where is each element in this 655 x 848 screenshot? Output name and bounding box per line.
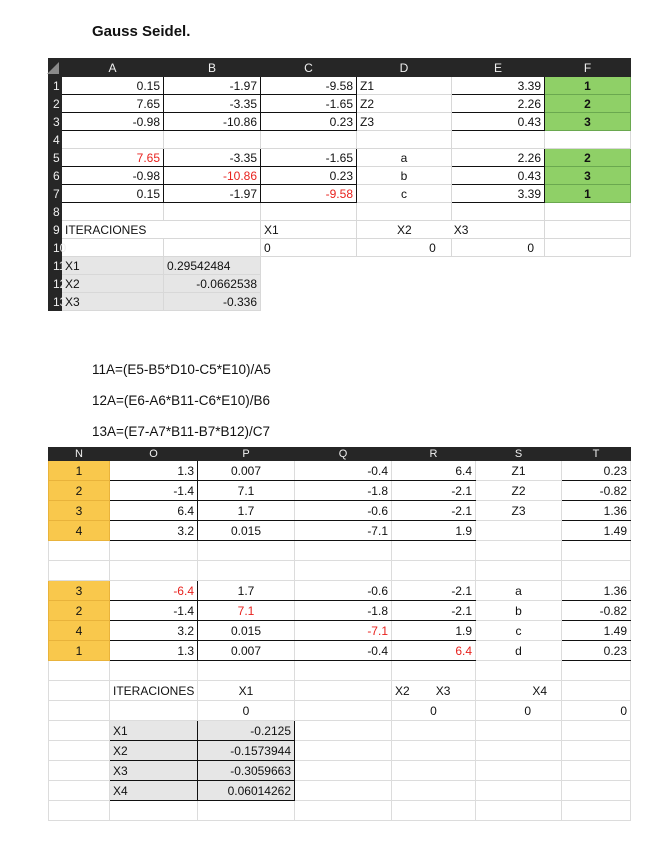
cell[interactable]: 0 xyxy=(452,239,545,257)
table-row xyxy=(49,621,631,641)
cell[interactable] xyxy=(198,801,295,821)
top-spreadsheet xyxy=(48,58,631,311)
cell[interactable]: -10.86 xyxy=(164,167,261,185)
cell[interactable]: 0.23 xyxy=(261,167,357,185)
cell[interactable]: 2.26 xyxy=(452,149,545,167)
cell[interactable] xyxy=(49,741,110,761)
cell[interactable] xyxy=(49,701,110,721)
table-row xyxy=(49,761,631,781)
cell[interactable]: Z3 xyxy=(476,501,562,521)
cell[interactable] xyxy=(62,131,164,149)
cell[interactable]: 0.43 xyxy=(452,113,545,131)
table-row xyxy=(49,481,631,501)
cell[interactable]: Z2 xyxy=(357,95,452,113)
cell[interactable]: -0.0662538 xyxy=(164,275,261,293)
cell[interactable]: 1 xyxy=(545,77,631,95)
cell[interactable]: b xyxy=(476,601,562,621)
formula-x3: 13A=(E7-A7*B11-B7*B12)/C7 xyxy=(92,424,270,439)
cell xyxy=(261,293,357,311)
cell[interactable] xyxy=(110,661,198,681)
cell[interactable] xyxy=(545,221,631,239)
table-row xyxy=(49,641,631,661)
col-header-d[interactable]: D xyxy=(357,59,452,77)
cell[interactable]: 1.49 xyxy=(562,621,631,641)
cell[interactable] xyxy=(392,561,476,581)
cell[interactable] xyxy=(49,721,110,741)
cell[interactable]: 0 xyxy=(476,701,562,721)
cell[interactable]: -3.35 xyxy=(164,95,261,113)
cell[interactable] xyxy=(295,561,392,581)
cell[interactable]: 0.06014262 xyxy=(198,781,295,801)
cell[interactable] xyxy=(295,761,392,781)
col-header-e[interactable]: E xyxy=(452,59,545,77)
table-row xyxy=(49,239,631,257)
row-header[interactable]: 11 xyxy=(49,257,62,275)
cell[interactable]: -0.336 xyxy=(164,293,261,311)
cell[interactable]: c xyxy=(476,621,562,641)
cell[interactable]: 1 xyxy=(545,185,631,203)
cell[interactable] xyxy=(562,541,631,561)
row-header[interactable]: 6 xyxy=(49,167,62,185)
cell[interactable] xyxy=(476,561,562,581)
cell[interactable]: X1 xyxy=(198,681,295,701)
cell[interactable] xyxy=(476,661,562,681)
cell[interactable]: a xyxy=(357,149,452,167)
cell[interactable]: c xyxy=(357,185,452,203)
cell[interactable]: -0.82 xyxy=(562,481,631,501)
cell[interactable] xyxy=(452,203,545,221)
cell[interactable] xyxy=(562,761,631,781)
row-header[interactable]: 9 xyxy=(49,221,62,239)
cell[interactable]: -0.6 xyxy=(295,581,392,601)
cell[interactable] xyxy=(295,701,392,721)
cell[interactable]: 0.23 xyxy=(261,113,357,131)
row-header[interactable]: 5 xyxy=(49,149,62,167)
cell[interactable] xyxy=(562,661,631,681)
cell[interactable]: 0 xyxy=(261,239,357,257)
cell[interactable] xyxy=(49,561,110,581)
cell[interactable]: 3.2 xyxy=(110,621,198,641)
cell[interactable] xyxy=(295,681,392,701)
cell[interactable]: X4 xyxy=(110,781,198,801)
cell[interactable]: 3 xyxy=(545,167,631,185)
cell[interactable]: 1.3 xyxy=(110,641,198,661)
col-header-c[interactable]: C xyxy=(261,59,357,77)
cell[interactable]: 2 xyxy=(49,601,110,621)
cell[interactable]: 3.39 xyxy=(452,185,545,203)
cell[interactable]: 4 xyxy=(49,521,110,541)
table-row xyxy=(49,167,631,185)
cell[interactable]: -2.1 xyxy=(392,581,476,601)
cell[interactable]: 7.1 xyxy=(198,481,295,501)
cell[interactable]: 0.007 xyxy=(198,641,295,661)
cell[interactable] xyxy=(562,801,631,821)
cell[interactable]: 1 xyxy=(49,641,110,661)
cell[interactable]: 1.7 xyxy=(198,581,295,601)
cell[interactable] xyxy=(295,721,392,741)
cell[interactable] xyxy=(110,541,198,561)
cell[interactable] xyxy=(476,541,562,561)
cell[interactable]: 6.4 xyxy=(110,501,198,521)
cell[interactable] xyxy=(49,661,110,681)
cell[interactable]: 0 xyxy=(198,701,295,721)
cell[interactable]: 0.23 xyxy=(562,461,631,481)
row-header[interactable]: 12 xyxy=(49,275,62,293)
cell[interactable]: -0.4 xyxy=(295,641,392,661)
cell[interactable]: X1 xyxy=(62,257,164,275)
table-row xyxy=(49,581,631,601)
cell[interactable]: Z3 xyxy=(357,113,452,131)
cell[interactable] xyxy=(261,131,357,149)
select-all-corner[interactable] xyxy=(49,59,62,77)
cell[interactable] xyxy=(476,741,562,761)
cell[interactable]: 1.9 xyxy=(392,621,476,641)
col-header-s[interactable]: S xyxy=(476,448,562,461)
cell[interactable]: -7.1 xyxy=(295,621,392,641)
table-row xyxy=(49,257,631,275)
cell[interactable] xyxy=(452,131,545,149)
cell[interactable]: -1.8 xyxy=(295,481,392,501)
table-row xyxy=(49,601,631,621)
cell[interactable]: -0.6 xyxy=(295,501,392,521)
cell[interactable]: 2 xyxy=(49,481,110,501)
cell[interactable]: a xyxy=(476,581,562,601)
row-header[interactable]: 10 xyxy=(49,239,62,257)
cell[interactable]: -10.86 xyxy=(164,113,261,131)
cell[interactable]: -1.65 xyxy=(261,149,357,167)
x3-label: X3 xyxy=(435,683,451,698)
cell[interactable] xyxy=(295,801,392,821)
cell[interactable]: 1 xyxy=(49,461,110,481)
cell[interactable]: 0 xyxy=(562,701,631,721)
cell[interactable]: 0.23 xyxy=(562,641,631,661)
cell[interactable] xyxy=(49,761,110,781)
cell[interactable]: 6.4 xyxy=(392,641,476,661)
table-row xyxy=(49,741,631,761)
col-header-o[interactable]: O xyxy=(110,448,198,461)
table-row xyxy=(49,561,631,581)
table-row xyxy=(49,681,631,701)
row-header[interactable]: 8 xyxy=(49,203,62,221)
cell[interactable]: 3 xyxy=(49,581,110,601)
cell[interactable]: X4 xyxy=(476,681,562,701)
row-header[interactable]: 13 xyxy=(49,293,62,311)
cell[interactable]: -0.2125 xyxy=(198,721,295,741)
cell xyxy=(452,293,545,311)
iteraciones-label[interactable]: ITERACIONES xyxy=(110,681,198,701)
table-row xyxy=(49,275,631,293)
cell[interactable]: -7.1 xyxy=(295,521,392,541)
cell[interactable] xyxy=(198,561,295,581)
cell[interactable] xyxy=(62,203,164,221)
cell xyxy=(545,275,631,293)
cell[interactable]: 1.49 xyxy=(562,521,631,541)
formula-x1: 11A=(E5-B5*D10-C5*E10)/A5 xyxy=(92,362,271,377)
cell[interactable]: -6.4 xyxy=(110,581,198,601)
cell[interactable]: -1.65 xyxy=(261,95,357,113)
cell[interactable]: 3.2 xyxy=(110,521,198,541)
col-header-f[interactable]: F xyxy=(545,59,631,77)
cell[interactable] xyxy=(392,661,476,681)
cell[interactable] xyxy=(562,561,631,581)
cell[interactable]: -1.8 xyxy=(295,601,392,621)
cell[interactable]: 1.36 xyxy=(562,581,631,601)
cell[interactable] xyxy=(392,741,476,761)
cell[interactable]: 3 xyxy=(49,501,110,521)
cell[interactable] xyxy=(476,521,562,541)
cell[interactable]: 0.015 xyxy=(198,621,295,641)
cell[interactable] xyxy=(110,701,198,721)
cell[interactable] xyxy=(392,801,476,821)
table-row xyxy=(49,521,631,541)
cell[interactable]: 6.4 xyxy=(392,461,476,481)
cell[interactable] xyxy=(49,781,110,801)
cell[interactable] xyxy=(110,561,198,581)
cell xyxy=(452,257,545,275)
cell[interactable]: -0.1573944 xyxy=(198,741,295,761)
cell[interactable]: -0.4 xyxy=(295,461,392,481)
cell[interactable]: 1.3 xyxy=(110,461,198,481)
table-row xyxy=(49,131,631,149)
cell[interactable]: 1.36 xyxy=(562,501,631,521)
cell[interactable] xyxy=(164,131,261,149)
cell xyxy=(357,293,452,311)
row-header[interactable]: 2 xyxy=(49,95,62,113)
cell[interactable]: 0.29542484 xyxy=(164,257,261,275)
cell[interactable] xyxy=(392,761,476,781)
cell[interactable] xyxy=(357,203,452,221)
cell[interactable] xyxy=(49,801,110,821)
cell[interactable]: -0.98 xyxy=(62,113,164,131)
cell[interactable]: -0.3059663 xyxy=(198,761,295,781)
cell[interactable]: -1.97 xyxy=(164,185,261,203)
cell[interactable] xyxy=(392,541,476,561)
cell[interactable] xyxy=(476,781,562,801)
table-row xyxy=(49,701,631,721)
col-header-b[interactable]: B xyxy=(164,59,261,77)
x2-label: X2 xyxy=(395,683,410,698)
table-row xyxy=(49,149,631,167)
x2-label: X2 xyxy=(397,222,412,237)
col-header-t[interactable]: T xyxy=(562,448,631,461)
cell[interactable]: 0.15 xyxy=(62,185,164,203)
cell[interactable]: -0.98 xyxy=(62,167,164,185)
cell[interactable]: 0 xyxy=(357,239,452,257)
cell[interactable]: X2 xyxy=(110,741,198,761)
cell[interactable]: d xyxy=(476,641,562,661)
table-row xyxy=(49,801,631,821)
cell[interactable]: -1.4 xyxy=(110,601,198,621)
cell[interactable] xyxy=(392,681,476,701)
cell[interactable]: X1 xyxy=(110,721,198,741)
row-header[interactable]: 4 xyxy=(49,131,62,149)
cell[interactable]: 3 xyxy=(545,113,631,131)
cell[interactable]: X1 xyxy=(261,221,357,239)
cell[interactable] xyxy=(562,681,631,701)
cell[interactable]: 0.15 xyxy=(62,77,164,95)
cell[interactable] xyxy=(562,721,631,741)
cell[interactable] xyxy=(392,721,476,741)
cell[interactable] xyxy=(49,681,110,701)
table-row xyxy=(49,113,631,131)
cell[interactable] xyxy=(198,661,295,681)
x3-label: X3 xyxy=(453,222,469,237)
cell[interactable]: -2.1 xyxy=(392,481,476,501)
column-header-row xyxy=(49,448,631,461)
formula-x2: 12A=(E6-A6*B11-C6*E10)/B6 xyxy=(92,393,270,408)
cell xyxy=(261,275,357,293)
cell[interactable] xyxy=(295,661,392,681)
cell xyxy=(357,275,452,293)
bottom-spreadsheet xyxy=(48,447,631,821)
cell xyxy=(452,275,545,293)
cell[interactable]: 3.39 xyxy=(452,77,545,95)
page-title: Gauss Seidel. xyxy=(92,23,191,40)
col-header-r[interactable]: R xyxy=(392,448,476,461)
iteraciones-label[interactable]: ITERACIONES xyxy=(62,221,261,239)
table-row xyxy=(49,203,631,221)
table-row xyxy=(49,661,631,681)
cell[interactable] xyxy=(545,131,631,149)
cell[interactable] xyxy=(62,239,164,257)
cell[interactable]: 7.65 xyxy=(62,95,164,113)
cell[interactable] xyxy=(198,541,295,561)
cell[interactable] xyxy=(476,761,562,781)
cell[interactable] xyxy=(476,801,562,821)
cell[interactable]: 2 xyxy=(545,149,631,167)
cell[interactable] xyxy=(164,239,261,257)
cell[interactable]: -1.97 xyxy=(164,77,261,95)
table-row xyxy=(49,461,631,481)
table-row xyxy=(49,501,631,521)
col-header-q[interactable]: Q xyxy=(295,448,392,461)
cell[interactable] xyxy=(545,203,631,221)
cell[interactable] xyxy=(110,801,198,821)
cell[interactable]: -9.58 xyxy=(261,185,357,203)
cell xyxy=(545,257,631,275)
cell[interactable] xyxy=(261,203,357,221)
cell[interactable] xyxy=(295,781,392,801)
table-row xyxy=(49,721,631,741)
cell[interactable]: 4 xyxy=(49,621,110,641)
cell[interactable]: 1.7 xyxy=(198,501,295,521)
cell xyxy=(261,257,357,275)
cell[interactable]: b xyxy=(357,167,452,185)
cell[interactable]: -2.1 xyxy=(392,501,476,521)
cell xyxy=(545,293,631,311)
cell[interactable]: -1.4 xyxy=(110,481,198,501)
cell[interactable]: Z1 xyxy=(357,77,452,95)
cell[interactable] xyxy=(476,721,562,741)
column-header-row xyxy=(49,59,631,77)
cell[interactable]: 0.015 xyxy=(198,521,295,541)
cell[interactable]: X3 xyxy=(62,293,164,311)
cell[interactable] xyxy=(357,221,545,239)
table-row xyxy=(49,221,631,239)
cell[interactable] xyxy=(545,239,631,257)
cell xyxy=(357,257,452,275)
cell[interactable]: -9.58 xyxy=(261,77,357,95)
cell[interactable]: 7.65 xyxy=(62,149,164,167)
cell[interactable]: 0.43 xyxy=(452,167,545,185)
table-row xyxy=(49,185,631,203)
col-header-p[interactable]: P xyxy=(198,448,295,461)
table-row xyxy=(49,781,631,801)
cell[interactable]: 2 xyxy=(545,95,631,113)
cell[interactable]: 7.1 xyxy=(198,601,295,621)
row-header[interactable]: 3 xyxy=(49,113,62,131)
cell[interactable]: X3 xyxy=(110,761,198,781)
cell[interactable] xyxy=(357,131,452,149)
col-header-n[interactable]: N xyxy=(49,448,110,461)
cell[interactable] xyxy=(164,203,261,221)
cell[interactable]: 1.9 xyxy=(392,521,476,541)
cell[interactable]: Z2 xyxy=(476,481,562,501)
col-header-a[interactable]: A xyxy=(62,59,164,77)
cell[interactable]: 0.007 xyxy=(198,461,295,481)
cell[interactable]: Z1 xyxy=(476,461,562,481)
table-row xyxy=(49,77,631,95)
cell[interactable] xyxy=(562,741,631,761)
cell[interactable]: 0 xyxy=(392,701,476,721)
row-header[interactable]: 7 xyxy=(49,185,62,203)
table-row xyxy=(49,541,631,561)
table-row xyxy=(49,293,631,311)
cell[interactable]: -2.1 xyxy=(392,601,476,621)
cell[interactable] xyxy=(392,781,476,801)
table-row xyxy=(49,95,631,113)
cell[interactable]: -0.82 xyxy=(562,601,631,621)
row-header[interactable]: 1 xyxy=(49,77,62,95)
cell[interactable] xyxy=(49,541,110,561)
cell[interactable] xyxy=(562,781,631,801)
cell[interactable]: -3.35 xyxy=(164,149,261,167)
cell[interactable] xyxy=(295,741,392,761)
cell[interactable] xyxy=(295,541,392,561)
cell[interactable]: 2.26 xyxy=(452,95,545,113)
cell[interactable]: X2 xyxy=(62,275,164,293)
